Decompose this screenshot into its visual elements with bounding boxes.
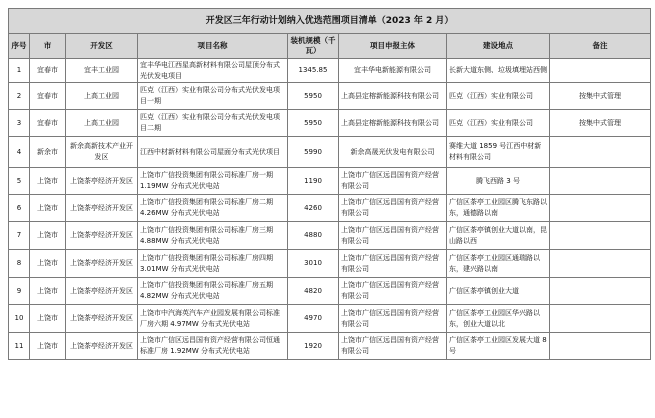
cell-capacity: 5950 [288, 83, 339, 110]
table-row [9, 278, 651, 305]
cell-remark [550, 222, 651, 250]
cell-zone: 上饶茶亭经济开发区 [66, 305, 138, 333]
cell-city: 上饶市 [30, 278, 66, 305]
cell-no: 3 [9, 110, 30, 137]
cell-capacity: 5990 [288, 137, 339, 168]
cell-capacity: 4820 [288, 278, 339, 305]
cell-no: 6 [9, 195, 30, 222]
cell-city: 宜春市 [30, 110, 66, 137]
cell-location: 匹克（江西）实业有限公司 [447, 110, 550, 137]
cell-applicant: 上高县定榕新能源科技有限公司 [339, 110, 447, 137]
cell-no: 4 [9, 137, 30, 168]
header-project: 项目名称 [138, 34, 288, 59]
table-row [9, 168, 651, 195]
cell-location: 赛维大道 1859 号江西中材新材料有限公司 [447, 137, 550, 168]
cell-remark: 按集中式管理 [550, 110, 651, 137]
cell-project: 上饶市广信投资集团有限公司标准厂房五期 4.82MW 分布式光伏电站 [138, 278, 288, 305]
cell-zone: 上饶茶亭经济开发区 [66, 222, 138, 250]
cell-project: 上饶市广信投资集团有限公司标准厂房四期 3.01MW 分布式光伏电站 [138, 250, 288, 278]
cell-city: 上饶市 [30, 305, 66, 333]
table-row [9, 333, 651, 360]
cell-capacity: 1345.85 [288, 59, 339, 83]
cell-project: 匹克（江西）实业有限公司分布式光伏发电项目一期 [138, 83, 288, 110]
header-row [9, 34, 651, 59]
cell-project: 上饶市广信投资集团有限公司标准厂房一期 1.19MW 分布式光伏电站 [138, 168, 288, 195]
table-row [9, 250, 651, 278]
cell-location: 广信区茶亭工业园区腾飞东路以东，通德路以南 [447, 195, 550, 222]
cell-city: 宜春市 [30, 83, 66, 110]
header-zone: 开发区 [66, 34, 138, 59]
table-row [9, 83, 651, 110]
cell-zone: 上饶茶亭经济开发区 [66, 333, 138, 360]
cell-project: 江西中材新材料有限公司屋面分布式光伏项目 [138, 137, 288, 168]
cell-capacity: 1190 [288, 168, 339, 195]
cell-capacity: 3010 [288, 250, 339, 278]
cell-no: 9 [9, 278, 30, 305]
cell-remark [550, 333, 651, 360]
table-row [9, 110, 651, 137]
cell-zone: 上高工业园 [66, 83, 138, 110]
table-row [9, 222, 651, 250]
cell-zone: 宜丰工业园 [66, 59, 138, 83]
cell-city: 宜春市 [30, 59, 66, 83]
cell-city: 上饶市 [30, 168, 66, 195]
cell-remark [550, 59, 651, 83]
cell-remark [550, 195, 651, 222]
table-row [9, 59, 651, 83]
cell-project: 上饶市广信投资集团有限公司标准厂房二期 4.26MW 分布式光伏电站 [138, 195, 288, 222]
cell-location: 广信区茶亭镇创业大道 [447, 278, 550, 305]
cell-location: 匹克（江西）实业有限公司 [447, 83, 550, 110]
cell-capacity: 5950 [288, 110, 339, 137]
cell-project: 上饶市中汽海英汽车产业园发展有限公司标准厂房六期 4.97MW 分布式光伏电站 [138, 305, 288, 333]
cell-remark: 按集中式管理 [550, 83, 651, 110]
cell-capacity: 4260 [288, 195, 339, 222]
cell-applicant: 新余高晟光伏发电有限公司 [339, 137, 447, 168]
cell-remark [550, 168, 651, 195]
cell-no: 1 [9, 59, 30, 83]
cell-applicant: 上饶市广信区远昌国有资产经营有限公司 [339, 195, 447, 222]
cell-project: 宜丰华电江西星高新材料有限公司屋顶分布式光伏发电项目 [138, 59, 288, 83]
cell-city: 上饶市 [30, 333, 66, 360]
cell-remark [550, 250, 651, 278]
cell-no: 7 [9, 222, 30, 250]
table-row [9, 195, 651, 222]
header-city: 市 [30, 34, 66, 59]
cell-location: 腾飞西路 3 号 [447, 168, 550, 195]
cell-capacity: 4970 [288, 305, 339, 333]
title-row [9, 9, 651, 34]
table-title: 开发区三年行动计划纳入优选范围项目清单（2023 年 2 月） [9, 9, 651, 34]
cell-capacity: 1920 [288, 333, 339, 360]
table-row [9, 305, 651, 333]
cell-applicant: 上饶市广信区远昌国有资产经营有限公司 [339, 278, 447, 305]
cell-no: 10 [9, 305, 30, 333]
cell-location: 广信区茶亭工业园区通瑞路以东，建兴路以南 [447, 250, 550, 278]
cell-zone: 上饶茶亭经济开发区 [66, 278, 138, 305]
cell-location: 广信区茶亭工业园区发展大道 8 号 [447, 333, 550, 360]
cell-project: 匹克（江西）实业有限公司分布式光伏发电项目二期 [138, 110, 288, 137]
cell-applicant: 上高县定榕新能源科技有限公司 [339, 83, 447, 110]
cell-city: 上饶市 [30, 222, 66, 250]
table-row [9, 137, 651, 168]
cell-project: 上饶市广信区远昌国有资产经营有限公司恒通标准厂房 1.92MW 分布式光伏电站 [138, 333, 288, 360]
project-list-table [8, 8, 651, 360]
cell-location: 长新大道东侧、垃圾填埋站西侧 [447, 59, 550, 83]
cell-applicant: 上饶市广信区远昌国有资产经营有限公司 [339, 222, 447, 250]
cell-city: 上饶市 [30, 250, 66, 278]
cell-applicant: 上饶市广信区远昌国有资产经营有限公司 [339, 333, 447, 360]
cell-city: 新余市 [30, 137, 66, 168]
cell-no: 11 [9, 333, 30, 360]
cell-location: 广信区茶亭工业园区华兴路以东，创业大道以北 [447, 305, 550, 333]
cell-applicant: 上饶市广信区远昌国有资产经营有限公司 [339, 168, 447, 195]
cell-no: 5 [9, 168, 30, 195]
cell-capacity: 4880 [288, 222, 339, 250]
cell-no: 8 [9, 250, 30, 278]
cell-location: 广信区茶亭镇创业大道以南，昆山路以西 [447, 222, 550, 250]
cell-city: 上饶市 [30, 195, 66, 222]
cell-remark [550, 137, 651, 168]
cell-applicant: 上饶市广信区远昌国有资产经营有限公司 [339, 250, 447, 278]
header-location: 建设地点 [447, 34, 550, 59]
cell-no: 2 [9, 83, 30, 110]
cell-zone: 上饶茶亭经济开发区 [66, 195, 138, 222]
cell-zone: 上饶茶亭经济开发区 [66, 250, 138, 278]
cell-project: 上饶市广信投资集团有限公司标准厂房三期 4.88MW 分布式光伏电站 [138, 222, 288, 250]
cell-zone: 上饶茶亭经济开发区 [66, 168, 138, 195]
header-remark: 备注 [550, 34, 651, 59]
cell-zone: 新余高新技术产业开发区 [66, 137, 138, 168]
cell-zone: 上高工业园 [66, 110, 138, 137]
cell-applicant: 上饶市广信区远昌国有资产经营有限公司 [339, 305, 447, 333]
cell-remark [550, 305, 651, 333]
cell-applicant: 宜丰华电新能源有限公司 [339, 59, 447, 83]
header-applicant: 项目申报主体 [339, 34, 447, 59]
header-capacity: 装机规模（千瓦） [288, 34, 339, 59]
cell-remark [550, 278, 651, 305]
header-no: 序号 [9, 34, 30, 59]
